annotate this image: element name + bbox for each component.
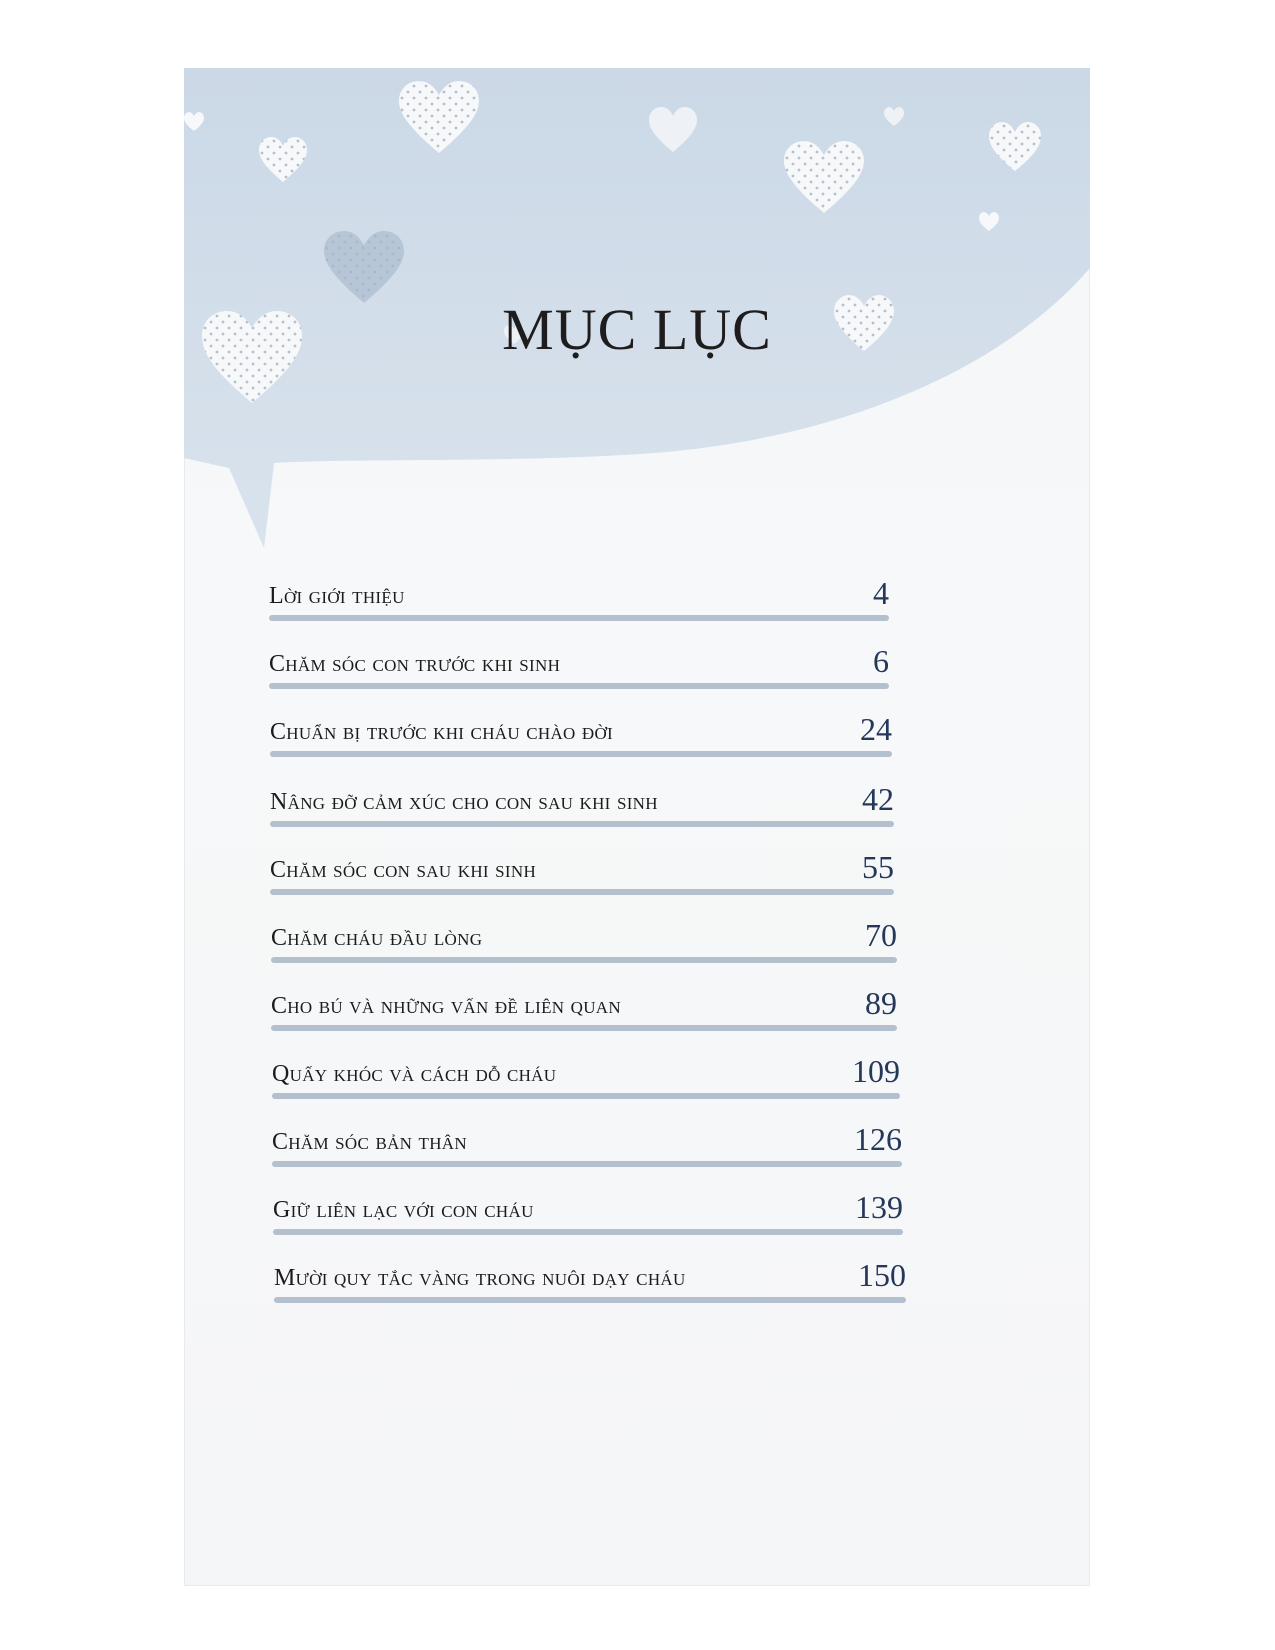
toc-entry-page: 139 <box>855 1189 903 1225</box>
toc-entry-title: Chăm sóc con trước khi sinh <box>269 651 561 677</box>
toc-entry <box>273 1188 903 1228</box>
toc-entry-rule <box>270 889 894 895</box>
toc-entry <box>270 710 892 750</box>
toc-entry <box>269 574 889 614</box>
toc-entry-title: Quấy khóc và cách dỗ cháu <box>272 1061 557 1087</box>
toc-entry-rule <box>271 1025 897 1031</box>
toc-entry-rule <box>274 1297 906 1303</box>
toc-entry <box>272 1052 900 1092</box>
book-page <box>184 68 1090 1586</box>
toc-entry <box>274 1256 906 1296</box>
toc-entry <box>272 1120 902 1160</box>
toc-entry-rule <box>270 751 892 757</box>
toc-entry-page: 109 <box>852 1053 900 1089</box>
toc-entry <box>271 916 897 956</box>
toc-entry-page: 89 <box>865 985 897 1021</box>
toc-entry-page: 24 <box>860 711 892 747</box>
toc-entry-title: Lời giới thiệu <box>269 583 405 609</box>
toc-entry-page: 70 <box>865 917 897 953</box>
toc-entry-rule <box>269 615 889 621</box>
toc-entry-title: Chuẩn bị trước khi cháu chào đời <box>270 719 614 745</box>
toc-entry-rule <box>270 821 894 827</box>
toc-entry <box>271 984 897 1024</box>
toc-entry-page: 4 <box>873 575 889 611</box>
toc-entry-page: 6 <box>873 643 889 679</box>
toc-entry-title: Mười quy tắc vàng trong nuôi dạy cháu <box>274 1265 686 1291</box>
toc-entry-page: 55 <box>862 849 894 885</box>
toc-entry-rule <box>271 957 897 963</box>
toc-entry <box>269 642 889 682</box>
toc-entry-rule <box>272 1093 900 1099</box>
table-of-contents <box>184 68 1090 1586</box>
toc-entry-page: 42 <box>862 781 894 817</box>
toc-entry <box>270 848 894 888</box>
toc-entry-title: Chăm sóc con sau khi sinh <box>270 857 537 883</box>
toc-entry-rule <box>269 683 889 689</box>
toc-entry-title: Chăm sóc bản thân <box>272 1129 467 1155</box>
toc-entry-page: 126 <box>854 1121 902 1157</box>
toc-entry-title: Nâng đỡ cảm xúc cho con sau khi sinh <box>270 789 658 815</box>
toc-entry-title: Cho bú và những vấn đề liên quan <box>271 993 621 1019</box>
toc-entry-title: Giữ liên lạc với con cháu <box>273 1197 534 1223</box>
toc-entry <box>270 780 894 820</box>
toc-entry-rule <box>273 1229 903 1235</box>
toc-entry-rule <box>272 1161 902 1167</box>
page-title: MỤC LỤC <box>502 297 772 362</box>
toc-entry-title: Chăm cháu đầu lòng <box>271 925 483 951</box>
toc-entry-page: 150 <box>858 1257 906 1293</box>
